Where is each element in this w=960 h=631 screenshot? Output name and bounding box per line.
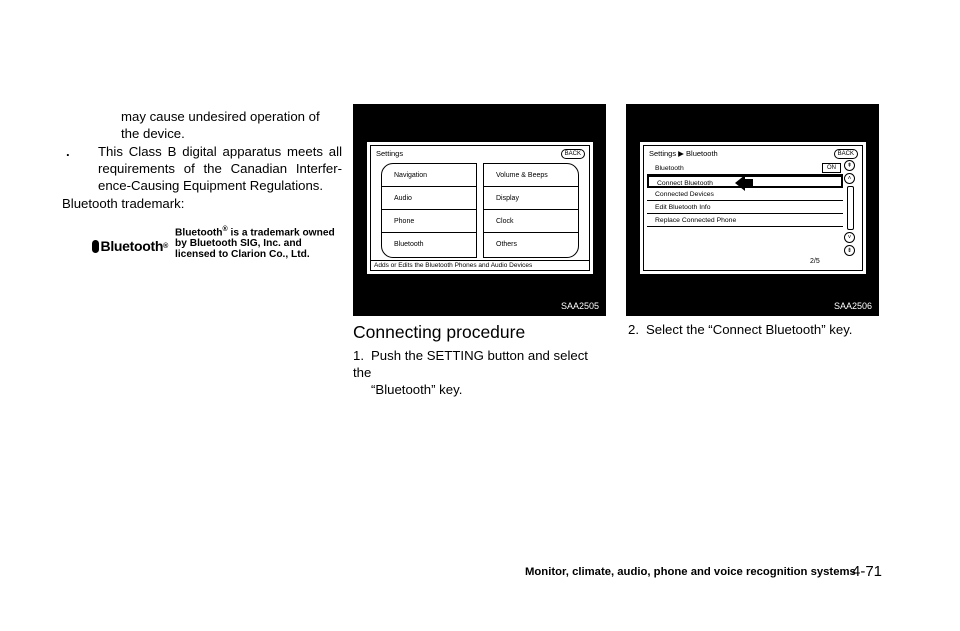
menu-item-phone[interactable]: Phone [382, 210, 476, 233]
screen-title: Settings [376, 149, 404, 158]
list-item-bluetooth[interactable]: Bluetooth ON [647, 162, 843, 175]
bluetooth-menu-list [647, 162, 843, 227]
list-item-connect-bluetooth[interactable]: Connect Bluetooth [647, 175, 843, 188]
bluetooth-trademark-block [62, 224, 342, 260]
pointer-arrow-tail [745, 179, 753, 186]
bluetooth-trademark-heading: Bluetooth trademark: [62, 196, 185, 211]
list-item-replace-connected-phone[interactable]: Replace Connected Phone [647, 214, 843, 227]
page-down-icon[interactable]: ⇟ [844, 245, 855, 256]
section-title: Connecting procedure [353, 322, 526, 342]
left-column [62, 108, 342, 260]
menu-item-volume-beeps[interactable]: Volume & Beeps [484, 164, 578, 187]
page-indicator: 2/5 [810, 258, 820, 265]
bluetooth-trademark-text: Bluetooth® is a trademark owned by Bluetooth SIG, Inc. and licensed to Clarion Co., Ltd. [175, 226, 335, 261]
menu-item-bluetooth[interactable]: Bluetooth [394, 241, 424, 248]
scroll-up-icon[interactable]: ˄ [844, 173, 855, 184]
page-up-icon[interactable]: ⇞ [844, 160, 855, 171]
scroll-down-icon[interactable]: ˅ [844, 232, 855, 243]
menu-item-others[interactable]: Others [496, 241, 518, 248]
step-1: 1. Push the SETTING button and select the “Bluetooth” key. [353, 348, 588, 397]
bluetooth-screen [640, 142, 866, 274]
figure-settings-screen [353, 104, 606, 316]
settings-screen [367, 142, 593, 274]
scrollbar[interactable] [847, 186, 854, 230]
bullet-text: This Class B digital apparatus meets all requirements of the Canadian Interfer-ence-Causing Equipment Regulations. [98, 144, 342, 193]
list-item-connected-devices[interactable]: Connected Devices [647, 188, 843, 201]
status-bar: Adds or Edits the Bluetooth Phones and Audio Devices [371, 260, 589, 270]
back-button[interactable]: BACK [561, 149, 585, 159]
screen-title: Settings ▶ Bluetooth [649, 149, 718, 158]
continued-text: may cause undesired operation of the device. [121, 109, 320, 141]
on-toggle[interactable]: ON [822, 163, 841, 173]
settings-menu [381, 163, 579, 258]
footer-section-title: Monitor, climate, audio, phone and voice recognition systems [525, 566, 856, 578]
step-2: 2. Select the “Connect Bluetooth” key. [628, 322, 853, 337]
back-button[interactable]: BACK [834, 149, 858, 159]
bluetooth-icon [92, 240, 99, 253]
figure-bluetooth-screen [626, 104, 879, 316]
menu-item-navigation[interactable]: Navigation [382, 164, 476, 187]
bullet-item [62, 143, 342, 194]
menu-item-display[interactable]: Display [484, 187, 578, 210]
scroll-controls [843, 160, 859, 260]
menu-item-audio[interactable]: Audio [382, 187, 476, 210]
figure-code: SAA2505 [560, 301, 599, 311]
page-number: 4-71 [852, 563, 883, 580]
bullet-mark: . [66, 144, 70, 159]
figure-code: SAA2506 [833, 301, 872, 311]
bluetooth-logo: Bluetooth ® [62, 224, 168, 260]
list-item-edit-bluetooth-info[interactable]: Edit Bluetooth Info [647, 201, 843, 214]
menu-item-clock[interactable]: Clock [484, 210, 578, 233]
